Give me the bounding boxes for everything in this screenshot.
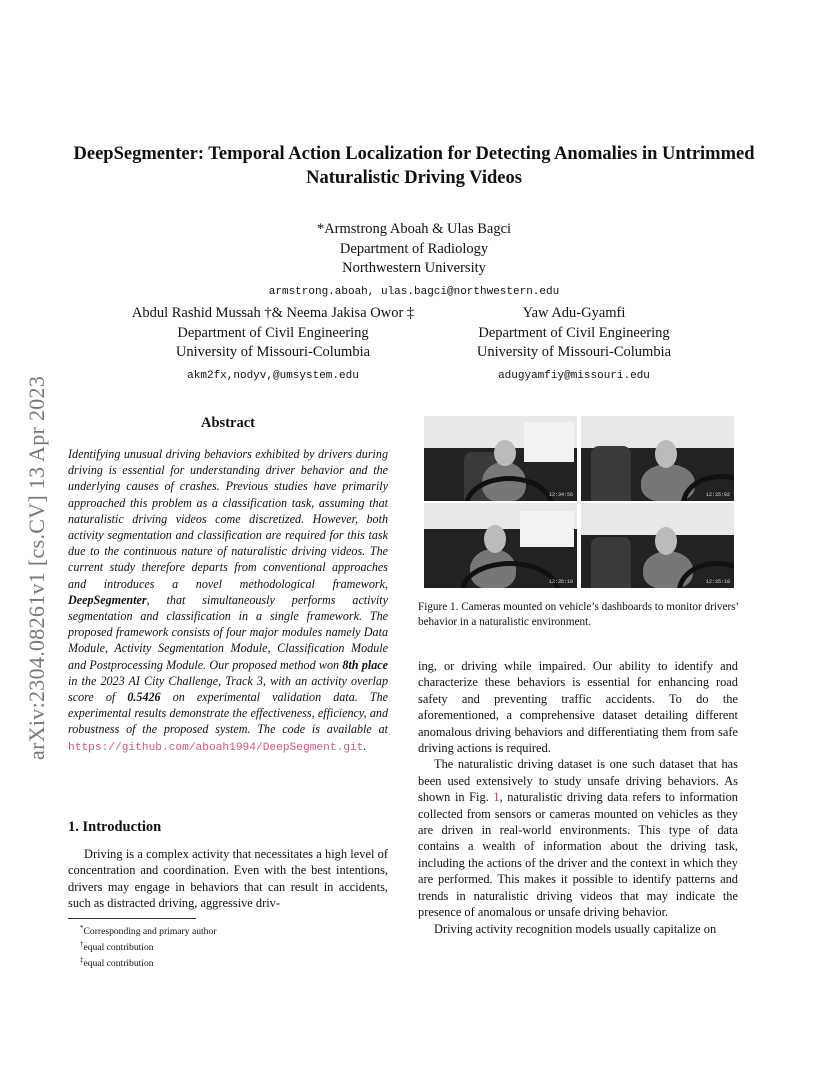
author-univ: University of Missouri-Columbia (476, 344, 672, 360)
author-email: adugyamfiy@missouri.edu (498, 369, 650, 382)
footnote-mark: ‡ (80, 956, 84, 965)
camera-view (581, 503, 734, 588)
author-dept: Department of Civil Engineering (177, 324, 369, 341)
seat (591, 537, 631, 588)
footnote-mark: † (80, 940, 84, 949)
camera-view (424, 503, 577, 588)
driver-face (655, 527, 677, 555)
footnotes (80, 922, 216, 971)
camera-view (581, 416, 734, 501)
intro-paragraph: Driving is a complex activity that necessitates a high level of concentration and coordination. Even with the best intentions, drivers may engage in behaviors that can result in accidents, such as distracted driving, aggressive driv- (68, 847, 388, 911)
abstract-text: Identifying unusual driving behaviors exhibited by drivers during driving is essential for understanding driver behavior and the underlying causes of crashes. Previous studies have primarily approached this problem as a classification task, assuming that naturalistic driving videos come discretized. However, both activity segmentation and classification are required for this task due to the continuous nature of naturalistic driving videos. The current study therefore departs from conventional approaches and introduces a novel methodological framework, (68, 447, 388, 591)
camera-view (424, 416, 577, 501)
code-link[interactable]: https://github.com/aboah1994/DeepSegment.git (68, 741, 364, 754)
abstract-bold: 8th place (342, 657, 388, 672)
author-univ: Northwestern University (342, 260, 486, 276)
camera-timestamp: 12:35:02 (705, 492, 730, 498)
body-paragraph (418, 756, 738, 920)
author-block-right (450, 304, 698, 386)
abstract-text: on experimental validation data. The experimental results demonstrate the effectiveness, efficiency, and robustness of the proposed system. The code is available at (68, 690, 388, 737)
figure-caption: Figure 1. Cameras mounted on vehicle’s dashboards to monitor drivers’ behavior in a naturalistic environment. (418, 601, 739, 628)
body-paragraph: Driving activity recognition models usually capitalize on (434, 921, 717, 936)
author-names: Abdul Rashid Mussah †& Neema Jakisa Owor ‡ (131, 305, 415, 321)
author-block-top (214, 220, 614, 302)
camera-timestamp: 12:35:10 (548, 579, 573, 585)
footnote-mark: * (80, 924, 84, 932)
abstract-text: . (363, 738, 367, 753)
driver-face (655, 440, 677, 468)
abstract-heading: Abstract (201, 415, 255, 431)
footnote-text: Corresponding and primary author (83, 926, 217, 938)
arxiv-stamp: arXiv:2304.08261v1 [cs.CV] 13 Apr 2023 (24, 375, 49, 760)
rear-window (524, 422, 574, 462)
abstract-body (68, 446, 388, 756)
author-names: Yaw Adu-Gyamfi (522, 305, 626, 321)
section-heading: 1. Introduction (68, 819, 162, 835)
driver-face (484, 525, 506, 553)
footnote (80, 938, 216, 954)
author-email: armstrong.aboah, ulas.bagci@northwestern.edu (268, 285, 560, 298)
figure-reference-link[interactable]: 1 (493, 790, 500, 805)
body-text: The naturalistic driving dataset is one such dataset that has been used extensively to study unsafe driving behaviors. As shown in Fig. (418, 757, 738, 805)
driver-face (494, 440, 516, 466)
author-names: *Armstrong Aboah & Ulas Bagci (316, 221, 512, 237)
author-dept: Department of Civil Engineering (478, 324, 670, 341)
footnote-text: equal contribution (83, 958, 154, 970)
abstract-text: , that simultaneously performs activity segmentation and classification in a single framework. The proposed framework consists of four major modules namely Data Module, Activity Segmentation Module, Classification Module and Postprocessing Module. Our proposed method won (68, 592, 388, 672)
body-paragraph: ing, or driving while impaired. Our ability to identify and characterize these behaviors is essential for enhancing road safety and preventing traffic accidents. To do the aforementioned, a comprehensive dataset detailing different anomalous driving behaviors and differentiating them from safe driving actions is required. (418, 659, 738, 756)
right-column-text (418, 658, 738, 937)
rear-window (520, 511, 574, 547)
footnote-rule (68, 918, 196, 919)
abstract-bold: 0.5426 (127, 690, 161, 705)
author-dept: Department of Radiology (339, 240, 489, 257)
author-block-left (108, 304, 438, 386)
footnote (80, 954, 216, 970)
body-text: , naturalistic driving data refers to information collected from sensors or cameras mounted on vehicles as they are driven in real-world environments. This type of data contains a wealth of information about the driving task, including the actions of the driver and the context in which they are performed. This makes it possible to identify patterns and trends in naturalistic driving videos that may indicate the presence of anomalous or unsafe driving behavior. (418, 790, 738, 920)
author-email: akm2fx,nodyv,@umsystem.edu (187, 369, 359, 382)
abstract-bold: DeepSegmenter (68, 592, 147, 607)
abstract-text: in the 2023 AI City Challenge, Track 3, with an activity overlap score of (68, 673, 388, 705)
author-univ: University of Missouri-Columbia (175, 344, 371, 360)
camera-timestamp: 12:34:56 (548, 492, 573, 498)
footnote-text: equal contribution (83, 942, 154, 954)
paper-title: DeepSegmenter: Temporal Action Localization for Detecting Anomalies in Untrimmed Naturalistic Driving Videos (73, 144, 755, 188)
footnote (80, 922, 216, 938)
camera-timestamp: 12:35:18 (705, 579, 730, 585)
figure-camera-grid (424, 416, 734, 588)
seat (591, 446, 631, 501)
